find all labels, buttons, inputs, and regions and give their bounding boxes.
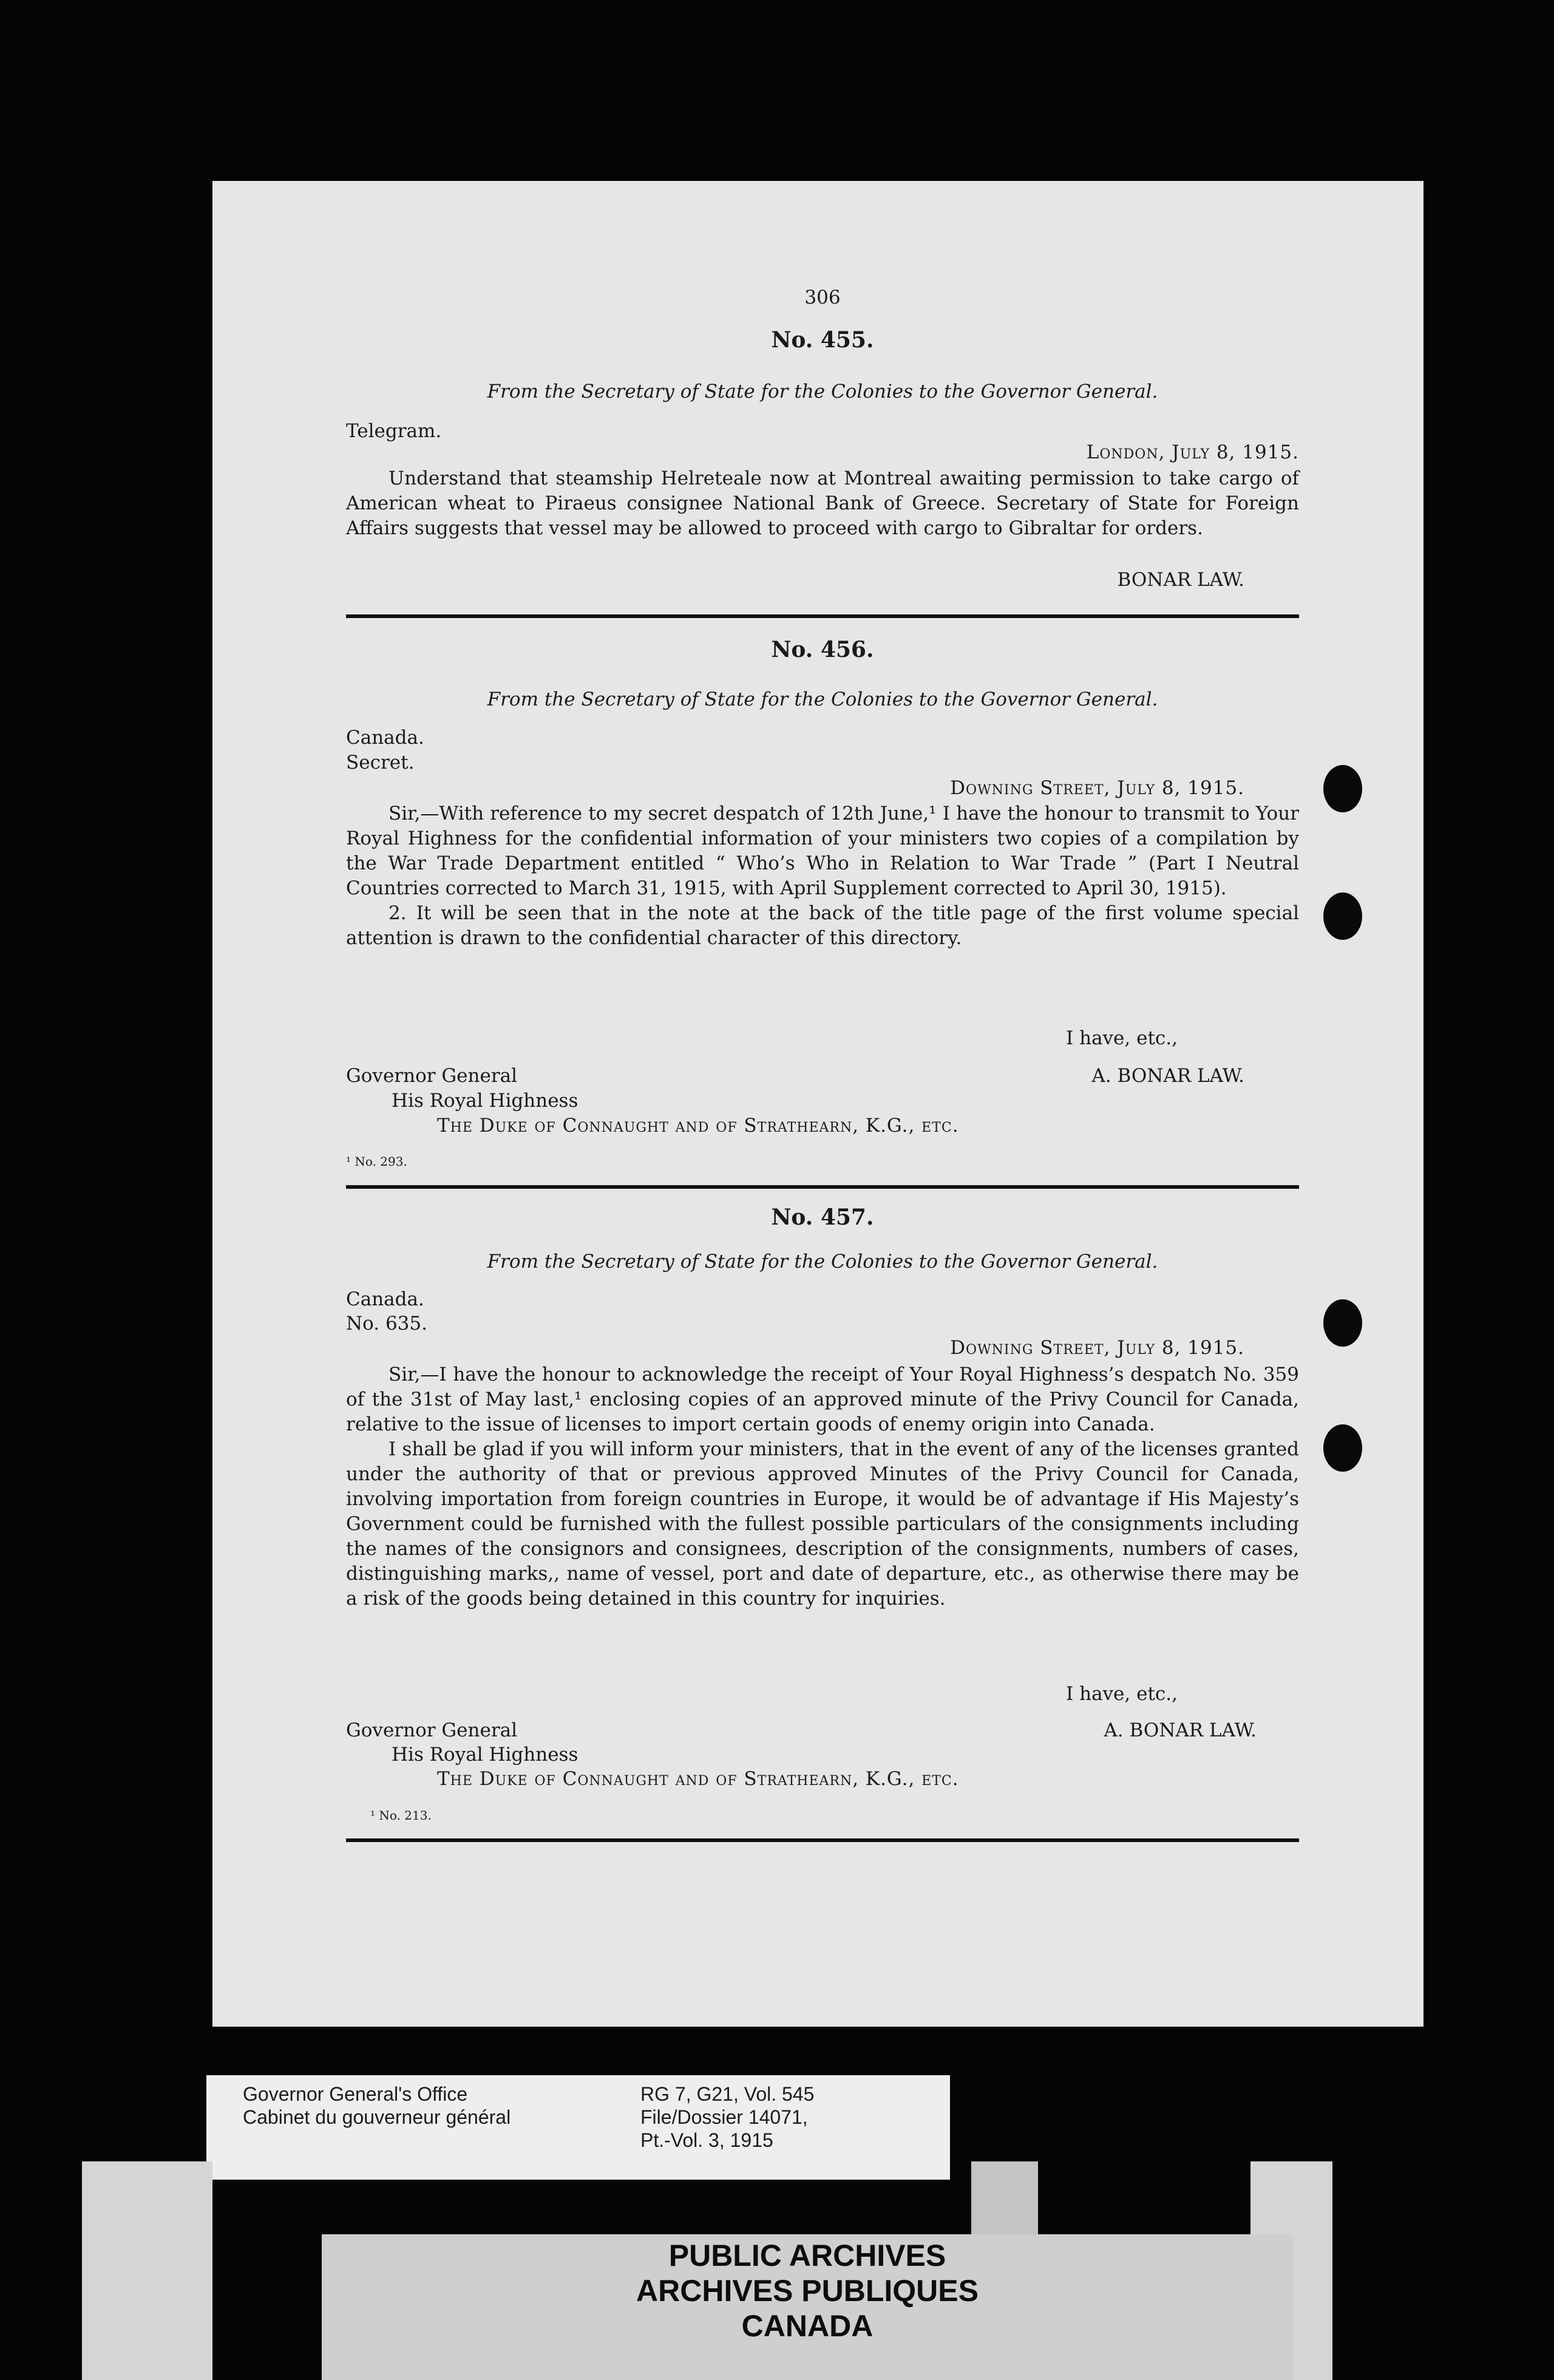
record-group: RG 7, G21, Vol. 545 xyxy=(640,2083,815,2105)
punch-hole xyxy=(1323,1424,1362,1472)
archives-stamp xyxy=(322,2234,1293,2380)
letter-number: No. 456. xyxy=(771,637,874,662)
office-block xyxy=(243,2082,511,2129)
recipient: His Royal Highness xyxy=(392,1090,579,1112)
letter-number: No. 457. xyxy=(771,1205,874,1230)
archive-label xyxy=(206,2075,950,2180)
letter-heading: From the Secretary of State for the Colonies to the Governor General. xyxy=(487,688,1158,710)
file-number: File/Dossier 14071, xyxy=(640,2106,808,2128)
section-divider xyxy=(346,614,1299,618)
dateline xyxy=(346,776,1299,801)
letter-body xyxy=(346,801,1299,951)
punch-hole xyxy=(1323,892,1362,940)
letter-heading: From the Secretary of State for the Colonies to the Governor General. xyxy=(487,381,1158,403)
closing: I have, etc., xyxy=(1066,1027,1178,1049)
section-divider xyxy=(346,1185,1299,1189)
dateline xyxy=(346,440,1299,465)
dateline-text: Downing Street, July 8, 1915. xyxy=(950,777,1244,799)
footnote: ¹ No. 293. xyxy=(346,1154,407,1169)
signature: A. BONAR LAW. xyxy=(1104,1719,1257,1741)
classification: Secret. xyxy=(346,752,415,773)
stamp-line: PUBLIC ARCHIVES xyxy=(668,2239,946,2273)
dateline-text: Downing Street, July 8, 1915. xyxy=(950,1337,1244,1359)
body-paragraph: I shall be glad if you will inform your ministers, that in the event of any of the licenses granted under the authority of that or previous approved Minutes of the Privy Council for Canada, involving importation from foreign countries in Europe, it would be of advantage if His Majesty’s Government could be furnished with the fullest possible particulars of the consignments including the names of the consignors and consignees, description of the consignments, numbers of cases, distinguishing marks,, name of vessel, port and date of departure, etc., as otherwise there may be a risk of the goods being detained in this country for inquiries. xyxy=(346,1438,1299,1610)
stamp-line: CANADA xyxy=(741,2309,874,2343)
recipient-title: Governor General xyxy=(346,1065,518,1087)
page-number: 306 xyxy=(804,287,841,308)
stamp-line: ARCHIVES PUBLIQUES xyxy=(636,2274,979,2308)
footnote: ¹ No. 213. xyxy=(370,1808,432,1823)
body-paragraph: Sir,—I have the honour to acknowledge the receipt of Your Royal Highness’s despatch No. 359 of the 31st of May last,¹ enclosing copies of an approved minute of the Privy Council for Canada, relative to the issue of licenses to import certain goods of enemy origin into Canada. xyxy=(346,1364,1299,1435)
recipient: His Royal Highness xyxy=(392,1744,579,1766)
closing: I have, etc., xyxy=(1066,1683,1178,1705)
letter-body xyxy=(346,466,1299,541)
reference-block xyxy=(640,2082,814,2152)
recipient-name: The Duke of Connaught and of Strathearn, K.G., etc. xyxy=(437,1768,959,1790)
recipient-title: Governor General xyxy=(346,1719,518,1741)
body-paragraph: Sir,—With reference to my secret despatch of 12th June,¹ I have the honour to transmit to Your Royal Highness for the confidential information of your ministers two copies of a compilation by the War Trade Department entitled “ Who’s Who in Relation to War Trade ” (Part I Neutral Countries corrected to March 31, 1915, with April Supplement corrected to April 30, 1915). xyxy=(346,803,1299,899)
letter-body xyxy=(346,1362,1299,1611)
card-tab xyxy=(82,2161,212,2380)
reference-number: No. 635. xyxy=(346,1313,427,1334)
office-french: Cabinet du gouverneur général xyxy=(243,2106,511,2128)
recipient-name: The Duke of Connaught and of Strathearn, K.G., etc. xyxy=(437,1115,959,1137)
body-paragraph: Understand that steamship Helreteale now at Montreal awaiting permission to take cargo of American wheat to Piraeus consignee National Bank of Greece. Secretary of State for Foreign Affairs suggests that vessel may be allowed to proceed with cargo to Gibraltar for orders. xyxy=(346,467,1299,539)
section-divider xyxy=(346,1838,1299,1842)
addressee: Canada. xyxy=(346,1288,424,1310)
office-english: Governor General's Office xyxy=(243,2083,468,2105)
addressee: Canada. xyxy=(346,727,424,749)
signature: A. BONAR LAW. xyxy=(1091,1065,1244,1087)
punch-hole xyxy=(1323,1299,1362,1347)
punch-hole xyxy=(1323,765,1362,812)
body-paragraph: 2. It will be seen that in the note at the back of the title page of the first volume special attention is drawn to the confidential character of this directory. xyxy=(346,902,1299,949)
signature: BONAR LAW. xyxy=(1117,569,1244,591)
dateline xyxy=(346,1336,1299,1361)
dateline-text: London, July 8, 1915. xyxy=(1086,441,1299,463)
letter-heading: From the Secretary of State for the Colonies to the Governor General. xyxy=(487,1251,1158,1273)
letter-type: Telegram. xyxy=(346,420,442,442)
part-volume: Pt.-Vol. 3, 1915 xyxy=(640,2129,773,2151)
letter-number: No. 455. xyxy=(771,327,874,353)
